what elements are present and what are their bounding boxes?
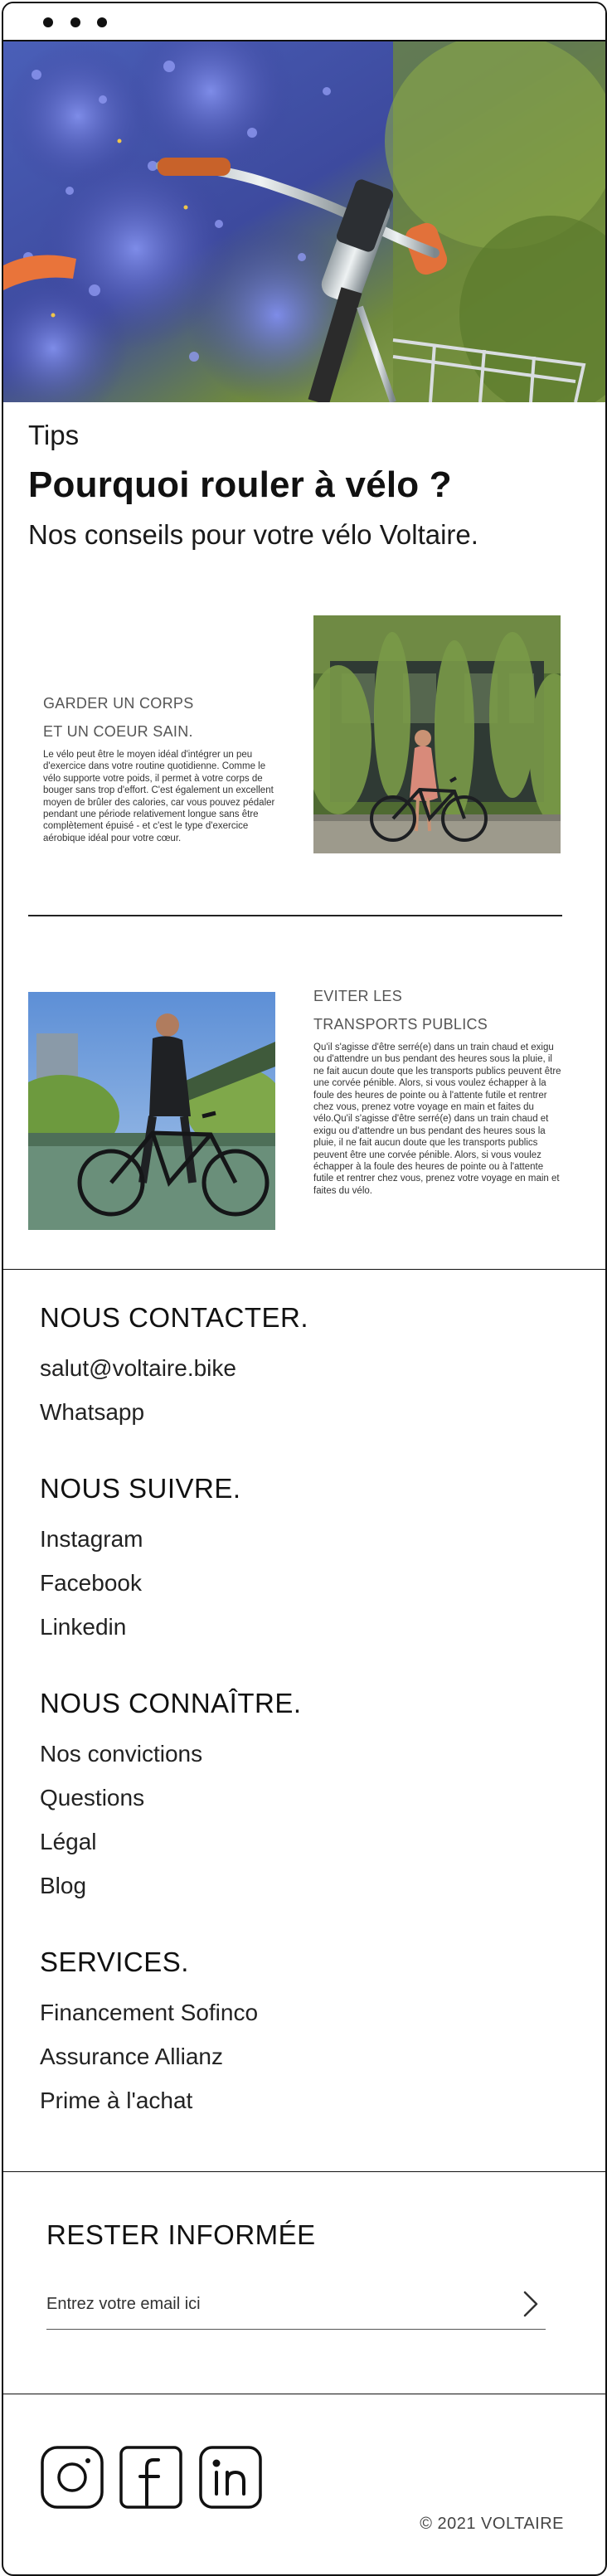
article-heading-line: GARDER UN CORPS <box>43 695 194 712</box>
article-body: Qu'il s'agisse d'être serré(e) dans un train chaud et exigu ou d'attendre un bus pendant des heures sous la pluie, il ne fait aucun doute que les transports publics peuvent être une corvée pénible. Alors, si vous voulez échapper à la foule des heures de pointe ou à l'attente futile et rentrer chez vous, prenez votre voyage en main et faites du vélo.Qu'il s'agisse d'être serré(e) dans un train chaud et exigu ou d'attendre un bus pendant des heures sous la pluie, il ne fait aucun doute que les transports publics peuvent être une corvée pénible. Alors, si vous voulez échapper à la foule des heures de pointe ou à l'attente futile et rentrer chez vous, prenez votre voyage en main et faites du vélo. <box>313 1043 561 1196</box>
article-transport <box>313 982 564 1197</box>
footer-link-prime[interactable]: Prime à l'achat <box>40 2088 193 2113</box>
instagram-button[interactable] <box>40 2445 104 2510</box>
contact-heading: NOUS CONTACTER. <box>40 1302 309 1333</box>
article-heading-line: EVITER LES <box>313 988 403 1004</box>
article-heading-line: TRANSPORTS PUBLICS <box>313 1016 488 1033</box>
footer-link-questions[interactable]: Questions <box>40 1785 145 1810</box>
article-body: Le vélo peut être le moyen idéal d'intégrer un peu d'exercice dans votre routine quotidienne. Comme le vélo supporte votre poids, il permet à votre corps de bouger sans trop d'effort. C'est également un excellent moyen de brûler des calories, car vous pouvez pédaler pendant une période relativement longue sans être complètement épuisé - et c'est le type d'exercice aérobique idéal pour votre cœur. <box>43 750 275 843</box>
footer-link-whatsapp[interactable]: Whatsapp <box>40 1399 145 1425</box>
device-frame <box>2 2 607 2576</box>
follow-heading: NOUS SUIVRE. <box>40 1473 241 1504</box>
page-title: Pourquoi rouler à vélo ? <box>28 464 452 505</box>
footer-link-sofinco[interactable]: Financement Sofinco <box>40 2000 259 2025</box>
footer-link-facebook[interactable]: Facebook <box>40 1570 142 1596</box>
newsletter-heading: RESTER INFORMÉE <box>46 2219 316 2250</box>
article-photo-woman-bike <box>313 615 561 853</box>
browser-bar <box>3 3 605 41</box>
about-heading: NOUS CONNAÎTRE. <box>40 1688 302 1718</box>
article-photo-man-bike <box>28 992 275 1230</box>
copyright-text: © 2021 VOLTAIRE <box>420 2515 564 2533</box>
facebook-icon <box>119 2445 183 2510</box>
footer-link-allianz[interactable]: Assurance Allianz <box>40 2044 224 2069</box>
chevron-right-icon <box>517 2289 542 2319</box>
article-heading-line: ET UN COEUR SAIN. <box>43 723 193 740</box>
instagram-icon <box>40 2445 104 2510</box>
footer-link-legal[interactable]: Légal <box>40 1829 97 1854</box>
section-divider <box>28 915 562 916</box>
facebook-button[interactable] <box>119 2445 183 2510</box>
linkedin-button[interactable] <box>198 2445 263 2510</box>
footer-link-convictions[interactable]: Nos convictions <box>40 1741 203 1767</box>
newsletter-email-input[interactable] <box>46 2287 511 2321</box>
services-heading: SERVICES. <box>40 1947 189 1977</box>
page-subtitle: Nos conseils pour votre vélo Voltaire. <box>28 519 478 550</box>
section-eyebrow: Tips <box>28 420 80 450</box>
newsletter-divider <box>3 2171 605 2172</box>
article-health <box>43 689 275 844</box>
footer-link-email[interactable]: salut@voltaire.bike <box>40 1355 236 1381</box>
window-dot <box>70 17 80 27</box>
window-dot <box>97 17 107 27</box>
footer-link-blog[interactable]: Blog <box>40 1873 87 1898</box>
linkedin-icon <box>198 2445 263 2510</box>
footer-link-linkedin[interactable]: Linkedin <box>40 1614 127 1640</box>
footer-divider <box>3 1269 605 1270</box>
window-dot <box>43 17 53 27</box>
newsletter-submit-button[interactable] <box>517 2289 542 2319</box>
footer-link-instagram[interactable]: Instagram <box>40 1526 143 1552</box>
hero-image <box>3 41 605 402</box>
email-underline <box>46 2329 546 2330</box>
